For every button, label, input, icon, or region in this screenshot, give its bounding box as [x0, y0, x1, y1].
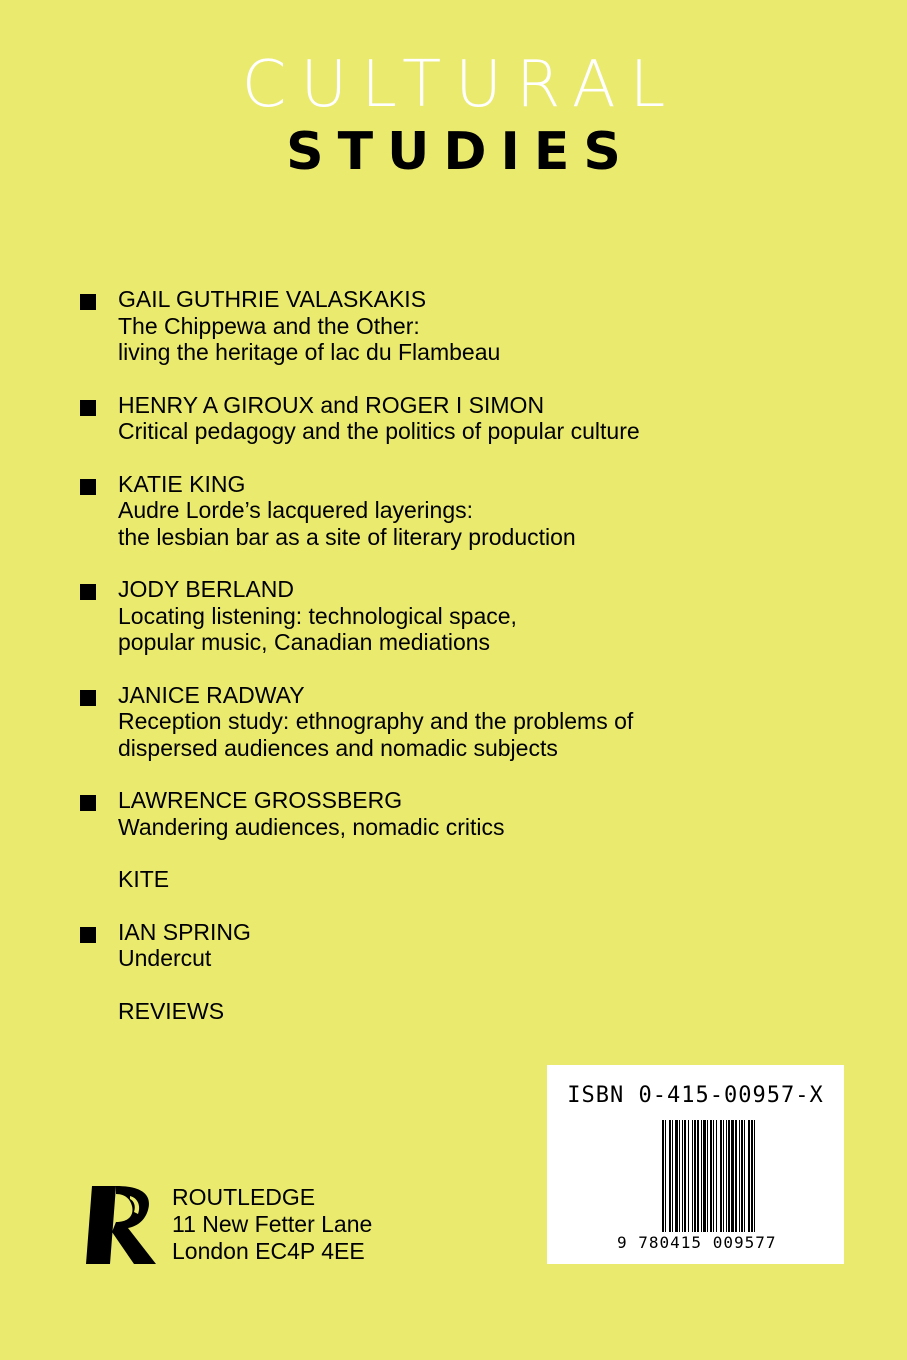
- routledge-logo-icon: [86, 1182, 158, 1266]
- entry-title-line: REVIEWS: [118, 997, 225, 1024]
- square-bullet-icon: [80, 795, 96, 811]
- barcode-bar: [701, 1120, 702, 1232]
- isbn-box: [547, 1065, 844, 1264]
- barcode-bar: [707, 1120, 708, 1232]
- barcode-bar: [692, 1120, 693, 1232]
- entry-title-line: Locating listening: technological space,: [118, 602, 517, 629]
- barcode: [662, 1120, 838, 1232]
- contents-entry: [80, 471, 840, 551]
- publisher-address-line1: 11 New Fetter Lane: [172, 1211, 373, 1237]
- entry-title-line: dispersed audiences and nomadic subjects: [118, 734, 558, 761]
- entry-author: KATIE KING: [118, 470, 246, 497]
- barcode-bar: [688, 1120, 689, 1232]
- entry-title-line: KITE: [118, 866, 170, 892]
- entry-title-line: Audre Lorde’s lacquered layerings:: [118, 497, 474, 523]
- contents-entry: [80, 682, 840, 762]
- entry-author: JODY BERLAND: [118, 576, 294, 602]
- entry-author: HENRY A GIROUX and ROGER I SIMON: [118, 391, 545, 418]
- contents-entry: [80, 787, 840, 840]
- barcode-bar: [694, 1120, 696, 1232]
- square-bullet-icon: [80, 927, 96, 943]
- entry-author: JANICE RADWAY: [118, 681, 305, 708]
- square-bullet-icon: [80, 584, 96, 600]
- barcode-bar: [679, 1120, 680, 1232]
- entry-title-line: Critical pedagogy and the politics of popular culture: [118, 418, 640, 444]
- barcode-bar: [675, 1120, 678, 1232]
- masthead-title-cultural: CULTURAL: [241, 48, 680, 122]
- contents-entry: [80, 866, 840, 893]
- isbn-number: ISBN 0-415-00957-X: [567, 1083, 824, 1108]
- contents-list: [80, 286, 840, 1050]
- barcode-bar: [682, 1120, 683, 1232]
- masthead-title-studies: STUDIES: [286, 122, 635, 182]
- barcode-number: 9 780415 009577: [617, 1233, 777, 1252]
- barcode-bar: [703, 1120, 706, 1232]
- barcode-bar: [751, 1120, 753, 1232]
- entry-author: LAWRENCE GROSSBERG: [118, 787, 403, 813]
- contents-entry: [80, 576, 840, 656]
- barcode-bar: [720, 1120, 722, 1232]
- entry-title-line: popular music, Canadian mediations: [118, 629, 491, 655]
- barcode-bar: [672, 1120, 673, 1232]
- entry-title-line: Reception study: ethnography and the problems of: [118, 708, 634, 734]
- entry-title-line: living the heritage of lac du Flambeau: [118, 339, 501, 365]
- square-bullet-icon: [80, 400, 96, 416]
- masthead: [0, 50, 907, 180]
- barcode-bar: [710, 1120, 712, 1232]
- barcode-bar: [728, 1120, 730, 1232]
- barcode-bar: [726, 1120, 727, 1232]
- barcode-bar: [754, 1120, 755, 1232]
- barcode-bar: [741, 1120, 743, 1232]
- barcode-bar: [735, 1120, 737, 1232]
- barcode-bar: [665, 1120, 666, 1232]
- barcode-bar: [716, 1120, 717, 1232]
- square-bullet-icon: [80, 479, 96, 495]
- barcode-bar: [697, 1120, 699, 1232]
- entry-title-line: the lesbian bar as a site of literary production: [118, 523, 576, 550]
- barcode-bar: [744, 1120, 745, 1232]
- contents-entry: [80, 919, 840, 972]
- publisher-name: ROUTLEDGE: [172, 1184, 316, 1210]
- contents-entry: [80, 286, 840, 366]
- entry-author: IAN SPRING: [118, 918, 251, 945]
- entry-title-line: Undercut: [118, 945, 212, 971]
- contents-entry: [80, 998, 840, 1025]
- contents-entry: [80, 392, 840, 445]
- entry-title-line: Wandering audiences, nomadic critics: [118, 813, 505, 840]
- square-bullet-icon: [80, 294, 96, 310]
- barcode-bar: [739, 1120, 740, 1232]
- barcode-bar: [669, 1120, 671, 1232]
- entry-title-line: The Chippewa and the Other:: [118, 312, 420, 339]
- barcode-bar: [713, 1120, 714, 1232]
- barcode-bar: [731, 1120, 734, 1232]
- barcode-bar: [684, 1120, 686, 1232]
- barcode-bar: [662, 1120, 664, 1232]
- entry-author: GAIL GUTHRIE VALASKAKIS: [118, 286, 427, 312]
- barcode-bar: [748, 1120, 750, 1232]
- square-bullet-icon: [80, 690, 96, 706]
- barcode-bar: [723, 1120, 724, 1232]
- publisher-address: [172, 1184, 372, 1265]
- publisher-address-line2: London EC4P 4EE: [172, 1238, 365, 1264]
